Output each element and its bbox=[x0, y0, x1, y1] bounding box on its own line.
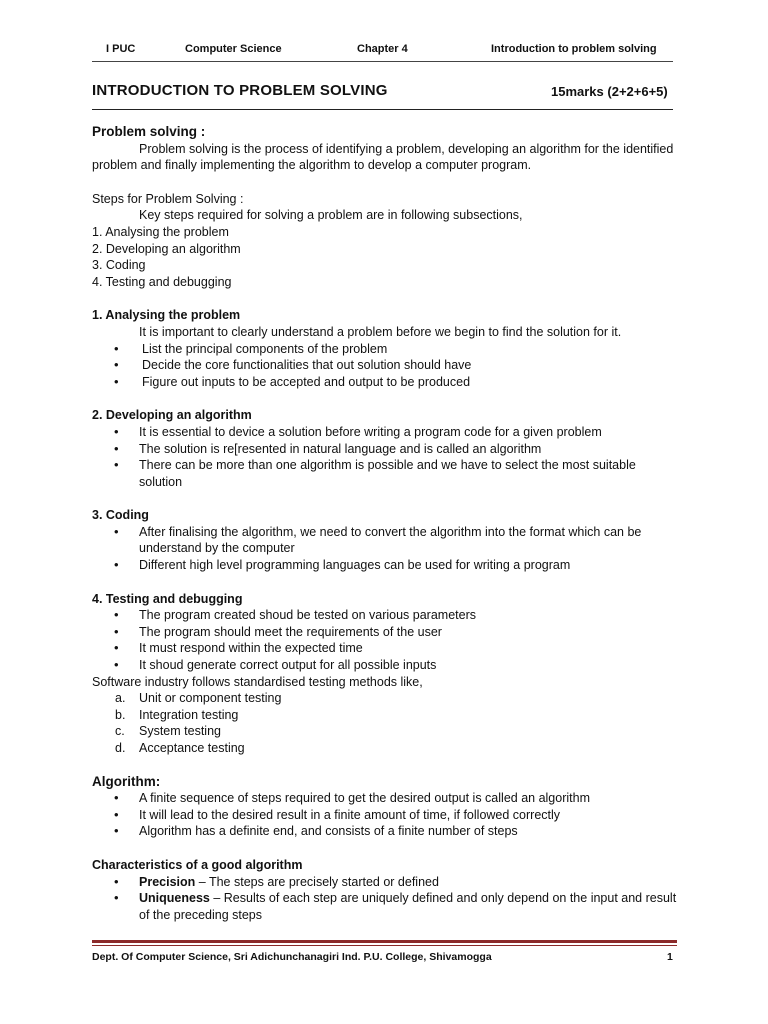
characteristics-list bbox=[92, 874, 677, 924]
list-item: • The program created shoud be tested on various parameters bbox=[92, 607, 677, 624]
list-item-text: Acceptance testing bbox=[139, 741, 245, 755]
list-item bbox=[92, 707, 677, 724]
header-chapter: Chapter 4 bbox=[357, 43, 408, 55]
steps-item: 3. Coding bbox=[92, 258, 146, 273]
analysing-list bbox=[92, 341, 677, 391]
term: Precision bbox=[139, 874, 196, 889]
list-marker: c. bbox=[115, 724, 125, 739]
list-marker: d. bbox=[115, 741, 126, 755]
definition: – Results of each step are uniquely defined and only depend on the input and result of the preceding steps bbox=[139, 891, 677, 922]
developing-heading: 2. Developing an algorithm bbox=[92, 408, 252, 423]
testing-methods-list bbox=[92, 690, 677, 756]
testing-heading: 4. Testing and debugging bbox=[92, 591, 243, 606]
header-topic: Introduction to problem solving bbox=[491, 43, 657, 55]
page-number: 1 bbox=[667, 951, 673, 963]
term: Uniqueness bbox=[139, 891, 210, 906]
page-title: INTRODUCTION TO PROBLEM SOLVING bbox=[92, 82, 388, 99]
list-item: • After finalising the algorithm, we need to convert the algorithm into the format which can be understand by the computer bbox=[92, 524, 677, 557]
definition: – The steps are precisely started or defined bbox=[195, 874, 439, 889]
list-item bbox=[92, 740, 677, 757]
developing-list bbox=[92, 424, 677, 490]
coding-heading: 3. Coding bbox=[92, 508, 149, 523]
footer-text: Dept. Of Computer Science, Sri Adichunchanagiri Ind. P.U. College, Shivamogga bbox=[92, 951, 492, 963]
header-subject: Computer Science bbox=[185, 43, 282, 55]
list-item: • A finite sequence of steps required to get the desired output is called an algorithm bbox=[92, 790, 677, 807]
list-item: • Figure out inputs to be accepted and output to be produced bbox=[92, 374, 677, 391]
list-item bbox=[92, 890, 677, 923]
list-marker: b. bbox=[115, 707, 126, 722]
list-item bbox=[92, 874, 677, 891]
footer-rule-thin bbox=[92, 945, 677, 946]
marks-label: 15marks (2+2+6+5) bbox=[551, 84, 668, 99]
analysing-heading: 1. Analysing the problem bbox=[92, 308, 241, 323]
steps-item: 4. Testing and debugging bbox=[92, 274, 232, 289]
list-item bbox=[92, 690, 677, 707]
header-divider bbox=[92, 61, 673, 62]
list-item: • List the principal components of the problem bbox=[92, 341, 677, 358]
analysing-intro: It is important to clearly understand a problem before we begin to find the solution for it. bbox=[139, 324, 622, 339]
footer-rule bbox=[92, 940, 677, 943]
title-divider bbox=[92, 109, 673, 110]
list-item: • Decide the core functionalities that out solution should have bbox=[92, 357, 677, 374]
list-item-text: System testing bbox=[139, 724, 221, 739]
list-item: • There can be more than one algorithm is possible and we have to select the most suitable solution bbox=[92, 457, 677, 490]
list-item: • Algorithm has a definite end, and consists of a finite number of steps bbox=[92, 823, 677, 840]
algorithm-list bbox=[92, 790, 677, 840]
list-item: • It is essential to device a solution before writing a program code for a given problem bbox=[92, 424, 677, 441]
list-item-text: Integration testing bbox=[139, 707, 239, 722]
list-item-text: Unit or component testing bbox=[139, 691, 282, 706]
testing-list bbox=[92, 607, 677, 673]
list-item: • It must respond within the expected time bbox=[92, 640, 677, 657]
problem-solving-text: Problem solving is the process of identifying a problem, developing an algorithm for the identified problem and finally implementing the algorithm to develop a computer program. bbox=[92, 141, 674, 173]
coding-list bbox=[92, 524, 677, 574]
list-item bbox=[92, 723, 677, 740]
list-item: • It will lead to the desired result in a finite amount of time, if followed correctly bbox=[92, 807, 677, 824]
testing-methods-intro: Software industry follows standardised testing methods like, bbox=[92, 674, 423, 689]
problem-solving-heading: Problem solving : bbox=[92, 124, 206, 139]
characteristics-heading: Characteristics of a good algorithm bbox=[92, 857, 303, 872]
document-body bbox=[92, 124, 677, 923]
steps-item: 1. Analysing the problem bbox=[92, 224, 229, 239]
list-item: • The program should meet the requirements of the user bbox=[92, 624, 677, 641]
steps-heading: Steps for Problem Solving : bbox=[92, 191, 244, 206]
header-class: I PUC bbox=[106, 43, 136, 55]
list-item: • Different high level programming languages can be used for writing a program bbox=[92, 557, 677, 574]
list-item: • The solution is re[resented in natural language and is called an algorithm bbox=[92, 441, 677, 458]
list-item: • It shoud generate correct output for all possible inputs bbox=[92, 657, 677, 674]
steps-intro: Key steps required for solving a problem are in following subsections, bbox=[139, 208, 523, 223]
running-header bbox=[0, 43, 768, 59]
algorithm-heading: Algorithm: bbox=[92, 773, 161, 789]
steps-item: 2. Developing an algorithm bbox=[92, 241, 241, 256]
list-marker: a. bbox=[115, 691, 126, 706]
